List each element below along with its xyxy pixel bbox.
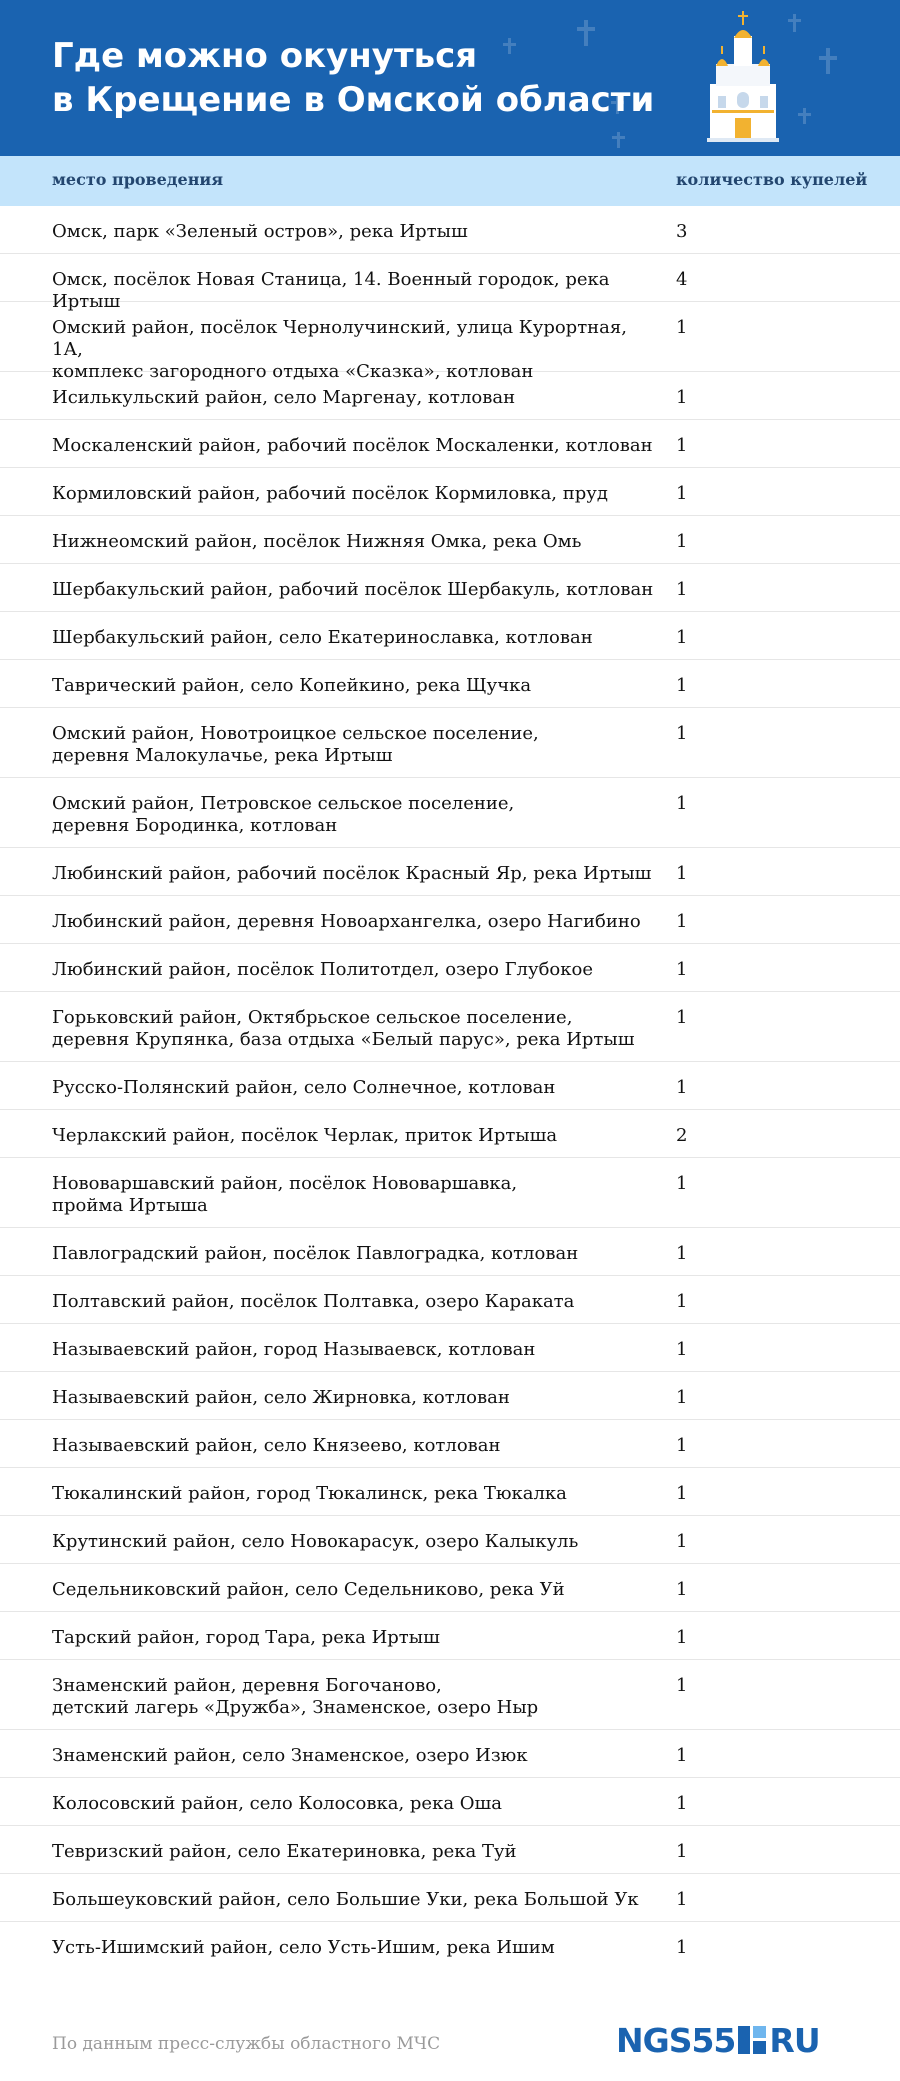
row-place xyxy=(52,387,662,409)
table-row xyxy=(0,1516,900,1564)
row-count: 1 xyxy=(676,317,688,338)
row-place-line: деревня Бородинка, котлован xyxy=(52,815,338,836)
row-place xyxy=(52,793,662,837)
row-place-line: Москаленский район, рабочий посёлок Москаленки, котлован xyxy=(52,435,653,456)
table-row xyxy=(0,516,900,564)
header-banner xyxy=(0,0,900,156)
row-place xyxy=(52,1793,662,1815)
row-place-line: Шербакульский район, село Екатеринославка, котлован xyxy=(52,627,593,648)
table-row xyxy=(0,420,900,468)
row-count: 1 xyxy=(676,1435,688,1456)
row-place xyxy=(52,579,662,601)
row-count: 1 xyxy=(676,1937,688,1958)
table-row xyxy=(0,612,900,660)
row-place xyxy=(52,221,662,243)
table-row xyxy=(0,1826,900,1874)
logo-text-right: RU xyxy=(769,2020,820,2060)
row-place xyxy=(52,1675,662,1719)
row-place-line: Шербакульский район, рабочий посёлок Шербакуль, котлован xyxy=(52,579,654,600)
table-row xyxy=(0,1420,900,1468)
table-row xyxy=(0,1778,900,1826)
row-count: 1 xyxy=(676,1291,688,1312)
row-place-line: Омский район, Петровское сельское поселение, xyxy=(52,793,515,814)
row-place xyxy=(52,863,662,885)
row-place xyxy=(52,435,662,457)
row-count: 1 xyxy=(676,911,688,932)
table-row xyxy=(0,1922,900,1970)
row-count: 1 xyxy=(676,1627,688,1648)
table-row xyxy=(0,1324,900,1372)
row-place-line: Нововаршавский район, посёлок Нововаршавка, xyxy=(52,1173,518,1194)
row-place-line: Называевский район, село Жирновка, котлован xyxy=(52,1387,510,1408)
row-place xyxy=(52,483,662,505)
row-place-line: Таврический район, село Копейкино, река Щучка xyxy=(52,675,532,696)
ngs55-logo xyxy=(616,2022,820,2058)
row-place xyxy=(52,1339,662,1361)
source-note: По данным пресс-службы областного МЧС xyxy=(52,2034,441,2054)
row-count: 1 xyxy=(676,1793,688,1814)
table-row xyxy=(0,944,900,992)
row-place-line: Называевский район, город Называевск, котлован xyxy=(52,1339,536,1360)
row-count: 1 xyxy=(676,1483,688,1504)
row-place xyxy=(52,1291,662,1313)
row-place-line: Усть-Ишимский район, село Усть-Ишим, река Ишим xyxy=(52,1937,555,1958)
row-place-line: Омск, парк «Зеленый остров», река Иртыш xyxy=(52,221,468,242)
row-count: 1 xyxy=(676,1339,688,1360)
row-count: 1 xyxy=(676,863,688,884)
row-count: 1 xyxy=(676,1675,688,1696)
table-row xyxy=(0,1372,900,1420)
row-count: 1 xyxy=(676,723,688,744)
table-header xyxy=(0,156,900,206)
row-place-line: детский лагерь «Дружба», Знаменское, озеро Ныр xyxy=(52,1697,539,1718)
row-place-line: Полтавский район, посёлок Полтавка, озеро Караката xyxy=(52,1291,575,1312)
row-place-line: Павлоградский район, посёлок Павлоградка, котлован xyxy=(52,1243,579,1264)
row-place xyxy=(52,531,662,553)
table-row xyxy=(0,848,900,896)
row-count: 1 xyxy=(676,579,688,600)
row-count: 1 xyxy=(676,793,688,814)
table-row xyxy=(0,302,900,382)
row-place xyxy=(52,1007,662,1051)
row-place xyxy=(52,1387,662,1409)
table-row xyxy=(0,660,900,708)
table-row xyxy=(0,1468,900,1516)
row-place xyxy=(52,1435,662,1457)
row-place-line: Любинский район, посёлок Политотдел, озеро Глубокое xyxy=(52,959,593,980)
table-row xyxy=(0,896,900,944)
logo-square-icon xyxy=(738,2026,766,2054)
row-place-line: комплекс загородного отдыха «Сказка», котлован xyxy=(52,361,534,382)
row-place-line: деревня Крупянка, база отдыха «Белый парус», река Иртыш xyxy=(52,1029,635,1050)
row-count: 1 xyxy=(676,435,688,456)
row-place-line: Русско-Полянский район, село Солнечное, котлован xyxy=(52,1077,556,1098)
row-place-line: Нижнеомский район, посёлок Нижняя Омка, река Омь xyxy=(52,531,582,552)
row-count: 1 xyxy=(676,1889,688,1910)
row-place-line: Омский район, посёлок Чернолучинский, улица Курортная, 1А, xyxy=(52,317,627,360)
row-count: 4 xyxy=(676,269,688,290)
table-row xyxy=(0,1276,900,1324)
row-place-line: Исилькульский район, село Маргенау, котлован xyxy=(52,387,516,408)
row-place-line: Крутинский район, село Новокарасук, озеро Калыкуль xyxy=(52,1531,579,1552)
row-count: 1 xyxy=(676,1387,688,1408)
row-place xyxy=(52,1745,662,1767)
row-count: 1 xyxy=(676,1007,688,1028)
row-place-line: Седельниковский район, село Седельниково, река Уй xyxy=(52,1579,565,1600)
row-count: 1 xyxy=(676,483,688,504)
row-place-line: Черлакский район, посёлок Черлак, приток Иртыша xyxy=(52,1125,558,1146)
table-row xyxy=(0,1564,900,1612)
table-row xyxy=(0,1660,900,1730)
table-row xyxy=(0,778,900,848)
row-place-line: Знаменский район, село Знаменское, озеро Изюк xyxy=(52,1745,528,1766)
table-row xyxy=(0,1062,900,1110)
row-place-line: Знаменский район, деревня Богочаново, xyxy=(52,1675,442,1696)
table-row xyxy=(0,206,900,254)
table-row xyxy=(0,254,900,312)
row-place-line: Омск, посёлок Новая Станица, 14. Военный городок, река Иртыш xyxy=(52,269,610,312)
row-place-line: Тарский район, город Тара, река Иртыш xyxy=(52,1627,440,1648)
row-place-line: Называевский район, село Князеево, котлован xyxy=(52,1435,501,1456)
table-row xyxy=(0,1874,900,1922)
table-row xyxy=(0,564,900,612)
row-count: 1 xyxy=(676,1243,688,1264)
logo-text-left: NGS55 xyxy=(616,2020,736,2060)
row-place-line: Тюкалинский район, город Тюкалинск, река Тюкалка xyxy=(52,1483,567,1504)
table-row xyxy=(0,372,900,420)
table-row xyxy=(0,1158,900,1228)
row-place-line: Любинский район, деревня Новоархангелка, озеро Нагибино xyxy=(52,911,641,932)
table-row xyxy=(0,1612,900,1660)
row-count: 1 xyxy=(676,387,688,408)
page-title xyxy=(52,34,654,122)
row-place-line: Омский район, Новотроицкое сельское поселение, xyxy=(52,723,539,744)
row-count: 1 xyxy=(676,1173,688,1194)
row-place-line: деревня Малокулачье, река Иртыш xyxy=(52,745,393,766)
title-line-2: в Крещение в Омской области xyxy=(52,80,655,120)
table-row xyxy=(0,992,900,1062)
table-row xyxy=(0,468,900,516)
row-place xyxy=(52,1937,662,1959)
row-count: 1 xyxy=(676,1579,688,1600)
row-count: 1 xyxy=(676,531,688,552)
row-place-line: Тевризский район, село Екатериновка, река Туй xyxy=(52,1841,517,1862)
table-body xyxy=(0,206,900,1970)
table-row xyxy=(0,708,900,778)
row-place xyxy=(52,1483,662,1505)
row-count: 1 xyxy=(676,1841,688,1862)
row-count: 1 xyxy=(676,1077,688,1098)
row-count: 1 xyxy=(676,675,688,696)
row-count: 1 xyxy=(676,959,688,980)
row-place xyxy=(52,1173,662,1217)
row-place-line: Кормиловский район, рабочий посёлок Кормиловка, пруд xyxy=(52,483,608,504)
row-place xyxy=(52,1889,662,1911)
row-place xyxy=(52,627,662,649)
row-place xyxy=(52,1243,662,1265)
row-place xyxy=(52,1531,662,1553)
row-place xyxy=(52,1077,662,1099)
column-header-place: место проведения xyxy=(52,170,224,189)
row-place xyxy=(52,1627,662,1649)
table-row xyxy=(0,1228,900,1276)
row-place-line: Горьковский район, Октябрьское сельское поселение, xyxy=(52,1007,573,1028)
row-place-line: Колосовский район, село Колосовка, река Оша xyxy=(52,1793,503,1814)
table-row xyxy=(0,1730,900,1778)
row-place xyxy=(52,675,662,697)
row-count: 3 xyxy=(676,221,688,242)
row-place xyxy=(52,911,662,933)
row-place-line: пройма Иртыша xyxy=(52,1195,208,1216)
column-header-count: количество купелей xyxy=(676,170,868,189)
row-count: 1 xyxy=(676,627,688,648)
row-place xyxy=(52,959,662,981)
row-count: 1 xyxy=(676,1745,688,1766)
row-count: 1 xyxy=(676,1531,688,1552)
row-place-line: Большеуковский район, село Большие Уки, река Большой Ук xyxy=(52,1889,639,1910)
title-line-1: Где можно окунуться xyxy=(52,36,478,76)
row-place xyxy=(52,1841,662,1863)
row-place-line: Любинский район, рабочий посёлок Красный Яр, река Иртыш xyxy=(52,863,652,884)
row-place xyxy=(52,1579,662,1601)
row-place xyxy=(52,723,662,767)
table-row xyxy=(0,1110,900,1158)
row-count: 2 xyxy=(676,1125,688,1146)
row-place xyxy=(52,1125,662,1147)
